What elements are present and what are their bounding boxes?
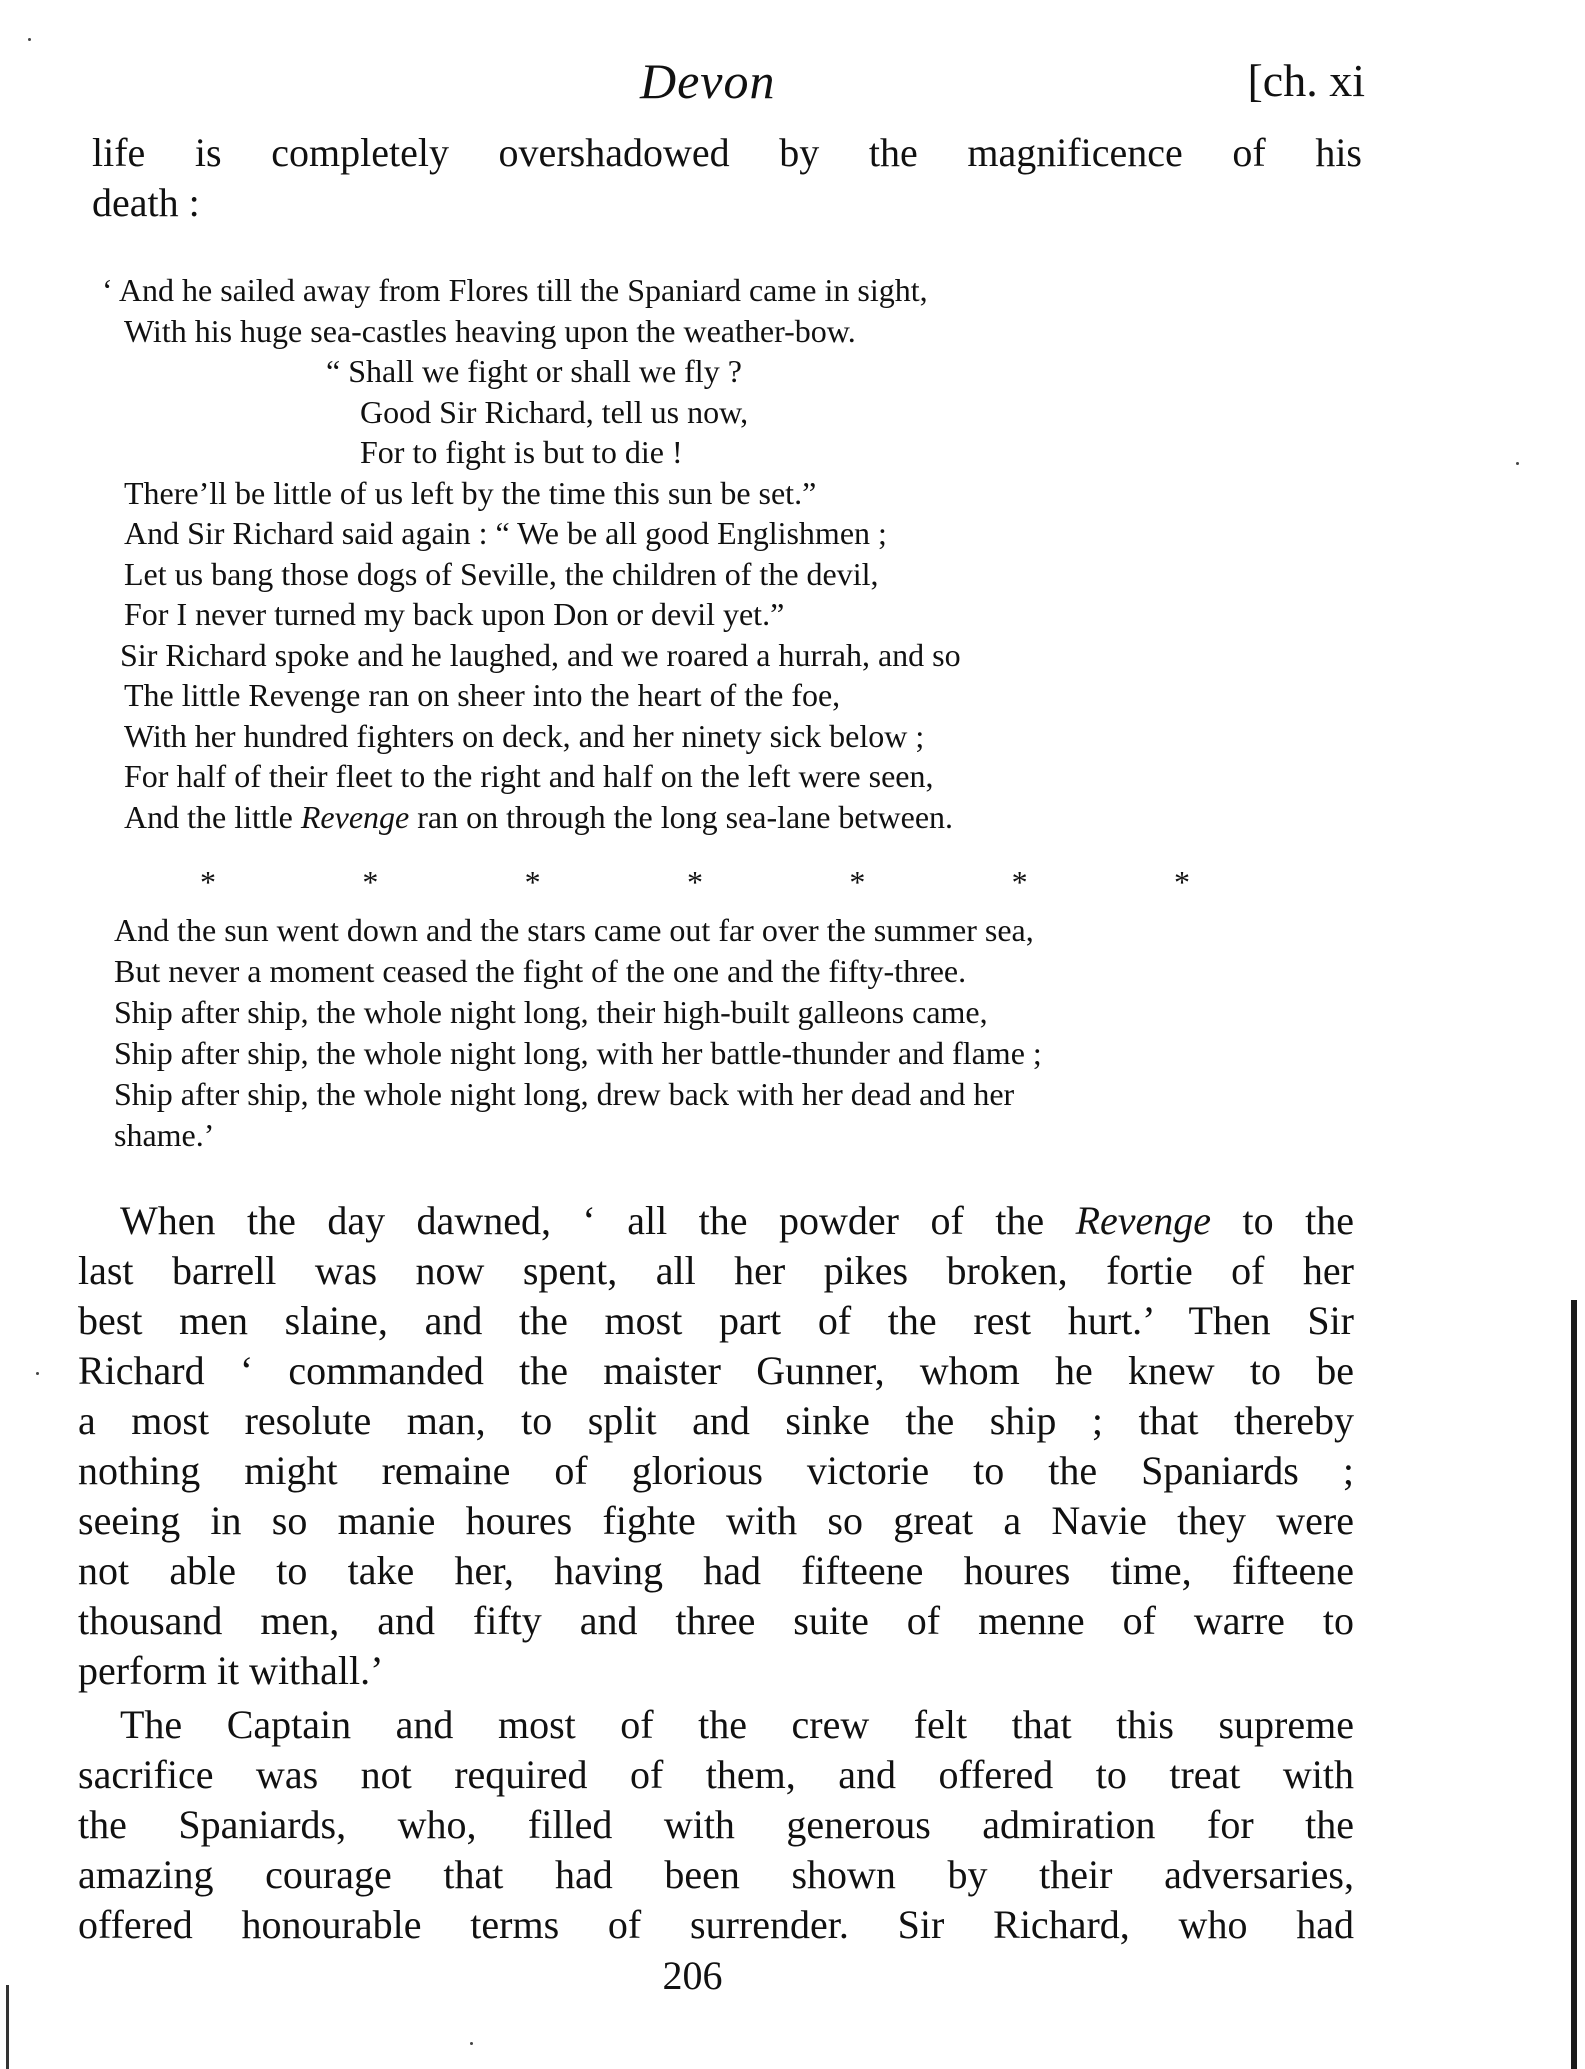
asterisk: * [1173, 864, 1190, 900]
text-line [78, 1196, 1354, 1246]
asterisk: * [200, 864, 216, 900]
text-line: last barrell was now spent, all her pikes broken, fortie of her [78, 1248, 1354, 1293]
text-line: amazing courage that had been shown by their adversaries, [78, 1852, 1354, 1897]
paragraph-captain-crew [78, 1700, 1354, 1950]
scan-speck [1516, 462, 1519, 465]
scan-edge-shadow [1571, 1300, 1577, 2069]
paragraph-day-dawned [78, 1196, 1354, 1696]
text-line: sacrifice was not required of them, and offered to treat with [78, 1752, 1354, 1797]
poem-line: And Sir Richard said again : “ We be all good Englishmen ; [124, 515, 887, 551]
ship-name: Revenge [300, 798, 410, 835]
poem-line: For to fight is but to die ! [360, 434, 683, 470]
poem-line: The little Revenge ran on sheer into the heart of the foe, [124, 677, 841, 713]
poem-line [102, 797, 1372, 838]
running-title: Devon [640, 53, 776, 109]
asterisk: * [362, 864, 379, 900]
poem-line: With his huge sea-castles heaving upon the weather-bow. [124, 312, 856, 349]
poem-line: But never a moment ceased the fight of the one and the fifty-three. [114, 953, 967, 989]
text-fragment: And the little [124, 798, 301, 835]
poem-line: shame.’ [114, 1117, 215, 1153]
opening-paragraph [92, 128, 1362, 228]
poem-line: For I never turned my back upon Don or devil yet.” [124, 596, 785, 632]
page-header [0, 52, 1585, 122]
poem-line: Let us bang those dogs of Seville, the children of the devil, [124, 555, 879, 592]
poem-line: Good Sir Richard, tell us now, [360, 393, 749, 430]
page-number: 206 [662, 1953, 723, 1998]
text-line: offered honourable terms of surrender. Sir Richard, who had [78, 1902, 1354, 1947]
chapter-reference: [ch. xi [1247, 55, 1365, 106]
text-line: death : [92, 180, 200, 225]
scan-speck [470, 2042, 473, 2045]
poem-line: ‘ And he sailed away from Flores till the Spaniard came in sight, [102, 272, 928, 308]
text-line: best men slaine, and the most part of the rest hurt.’ Then Sir [78, 1298, 1354, 1343]
text-fragment: When the day dawned, ‘ all the powder of the [120, 1198, 1076, 1243]
poem-line: For half of their fleet to the right and half on the left were seen, [124, 758, 934, 794]
text-line: not able to take her, having had fifteene houres time, fifteene [78, 1548, 1354, 1593]
text-fragment: ran on through the long sea-lane between. [409, 798, 954, 835]
poem-line: And the sun went down and the stars came out far over the summer sea, [114, 912, 1034, 948]
text-line: life is completely overshadowed by the magnificence of his [92, 130, 1362, 175]
text-line: perform it withall.’ [78, 1648, 384, 1693]
poem-line: “ Shall we fight or shall we fly ? [326, 353, 742, 389]
poem-line: Sir Richard spoke and he laughed, and we roared a hurrah, and so [120, 636, 961, 673]
section-break-asterisks [200, 862, 1190, 902]
poem-stanza-1 [102, 270, 1372, 837]
asterisk: * [524, 864, 541, 900]
scan-edge-mark [6, 1985, 9, 2069]
poem-line: Ship after ship, the whole night long, their high-built galleons came, [114, 994, 988, 1030]
asterisk: * [686, 864, 703, 900]
poem-line: There’ll be little of us left by the time this sun be set.” [124, 474, 817, 511]
poem-stanza-2 [114, 910, 1384, 1156]
ship-name: Revenge [1075, 1198, 1212, 1243]
text-line: the Spaniards, who, filled with generous admiration for the [78, 1802, 1354, 1847]
text-line: a most resolute man, to split and sinke the ship ; that thereby [78, 1398, 1354, 1443]
text-line: seeing in so manie houres fighte with so great a Navie they were [78, 1498, 1354, 1543]
text-line: The Captain and most of the crew felt that this supreme [120, 1702, 1354, 1747]
text-line: Richard ‘ commanded the maister Gunner, whom he knew to be [78, 1348, 1354, 1393]
poem-line: With her hundred fighters on deck, and her ninety sick below ; [124, 717, 925, 754]
poem-line: Ship after ship, the whole night long, with her battle-thunder and flame ; [114, 1035, 1042, 1071]
asterisk: * [1011, 864, 1028, 900]
text-line: thousand men, and fifty and three suite of menne of warre to [78, 1598, 1354, 1643]
scan-speck [28, 38, 31, 41]
scan-speck [36, 1372, 39, 1375]
poem-line: Ship after ship, the whole night long, drew back with her dead and her [114, 1076, 1015, 1112]
text-fragment: to the [1211, 1198, 1354, 1243]
text-line: nothing might remaine of glorious victorie to the Spaniards ; [78, 1448, 1354, 1493]
asterisk: * [849, 864, 866, 900]
